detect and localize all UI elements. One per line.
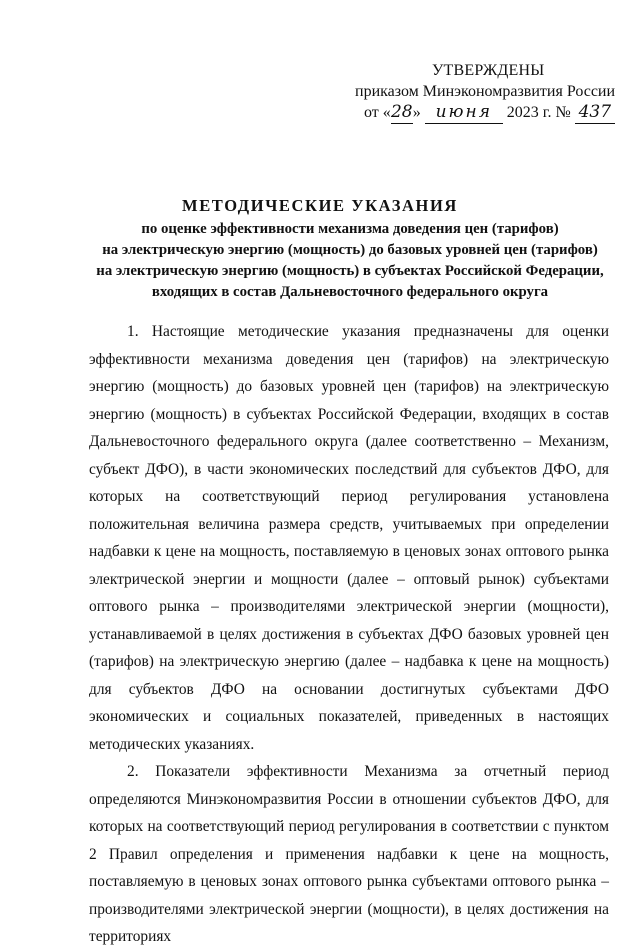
approval-block	[355, 60, 615, 124]
approval-heading: УТВЕРЖДЕНЫ	[432, 62, 545, 79]
approval-date-line	[355, 102, 615, 124]
subtitle-line: входящих в состав Дальневосточного федерального округа	[151, 284, 549, 300]
document-title: МЕТОДИЧЕСКИЕ УКАЗАНИЯ	[182, 196, 458, 215]
subtitle-line: на электрическую энергию (мощность) до базовых уровней цен (тарифов)	[102, 242, 598, 258]
document-body	[89, 318, 609, 951]
handwritten-number: 437	[575, 102, 615, 124]
paragraph-1: 1. Настоящие методические указания предназначены для оценки эффективности механизма доведения цен (тарифов) на электрическую энергию (мощность) до базовых уровней цен (тарифов) на электрическую энергию (мощность) в субъектах Российской Федерации, входящих в состав Дальневосточного федерального округа (далее соответственно – Механизм, субъект ДФО), в части экономических последствий для субъектов ДФО, для которых на соответствующий период регулирования установлена положительная величина размера средств, учитываемых при определении надбавки к цене на мощность, поставляемую в ценовых зонах оптового рынка электрической энергии и мощности (далее – оптовый рынок) субъектами оптового рынка – производителями электрической энергии (мощности), устанавливаемой в целях достижения в субъектах ДФО базовых уровней цен (тарифов) на электрическую энергию (далее – надбавка к цене на мощность) для субъектов ДФО на основании достигнутых субъектами ДФО экономических и социальных показателей, приведенных в настоящих методических указаниях.	[89, 323, 609, 753]
document-subtitle	[60, 219, 640, 303]
year-text: 2023 г. №	[506, 104, 571, 121]
date-prefix: от «	[364, 104, 391, 121]
handwritten-month: июня	[425, 102, 503, 124]
date-mid: »	[412, 104, 421, 121]
approval-order: приказом Минэкономразвития России	[355, 83, 616, 100]
handwritten-day: 28	[390, 102, 413, 122]
subtitle-line: по оценке эффективности механизма доведения цен (тарифов)	[141, 221, 559, 237]
subtitle-line: на электрическую энергию (мощность) в субъектах Российской Федерации,	[96, 263, 604, 279]
paragraph-2: 2. Показатели эффективности Механизма за отчетный период определяются Минэкономразвития России в отношении субъектов ДФО, для которых на соответствующий период регулирования в соответствии с пунктом 2 Правил определения и применения надбавки к цене на мощность, поставляемую в ценовых зонах оптового рынка субъектами оптового рынка – производителями электрической энергии (мощности), в целях достижения на территориях	[89, 763, 609, 945]
